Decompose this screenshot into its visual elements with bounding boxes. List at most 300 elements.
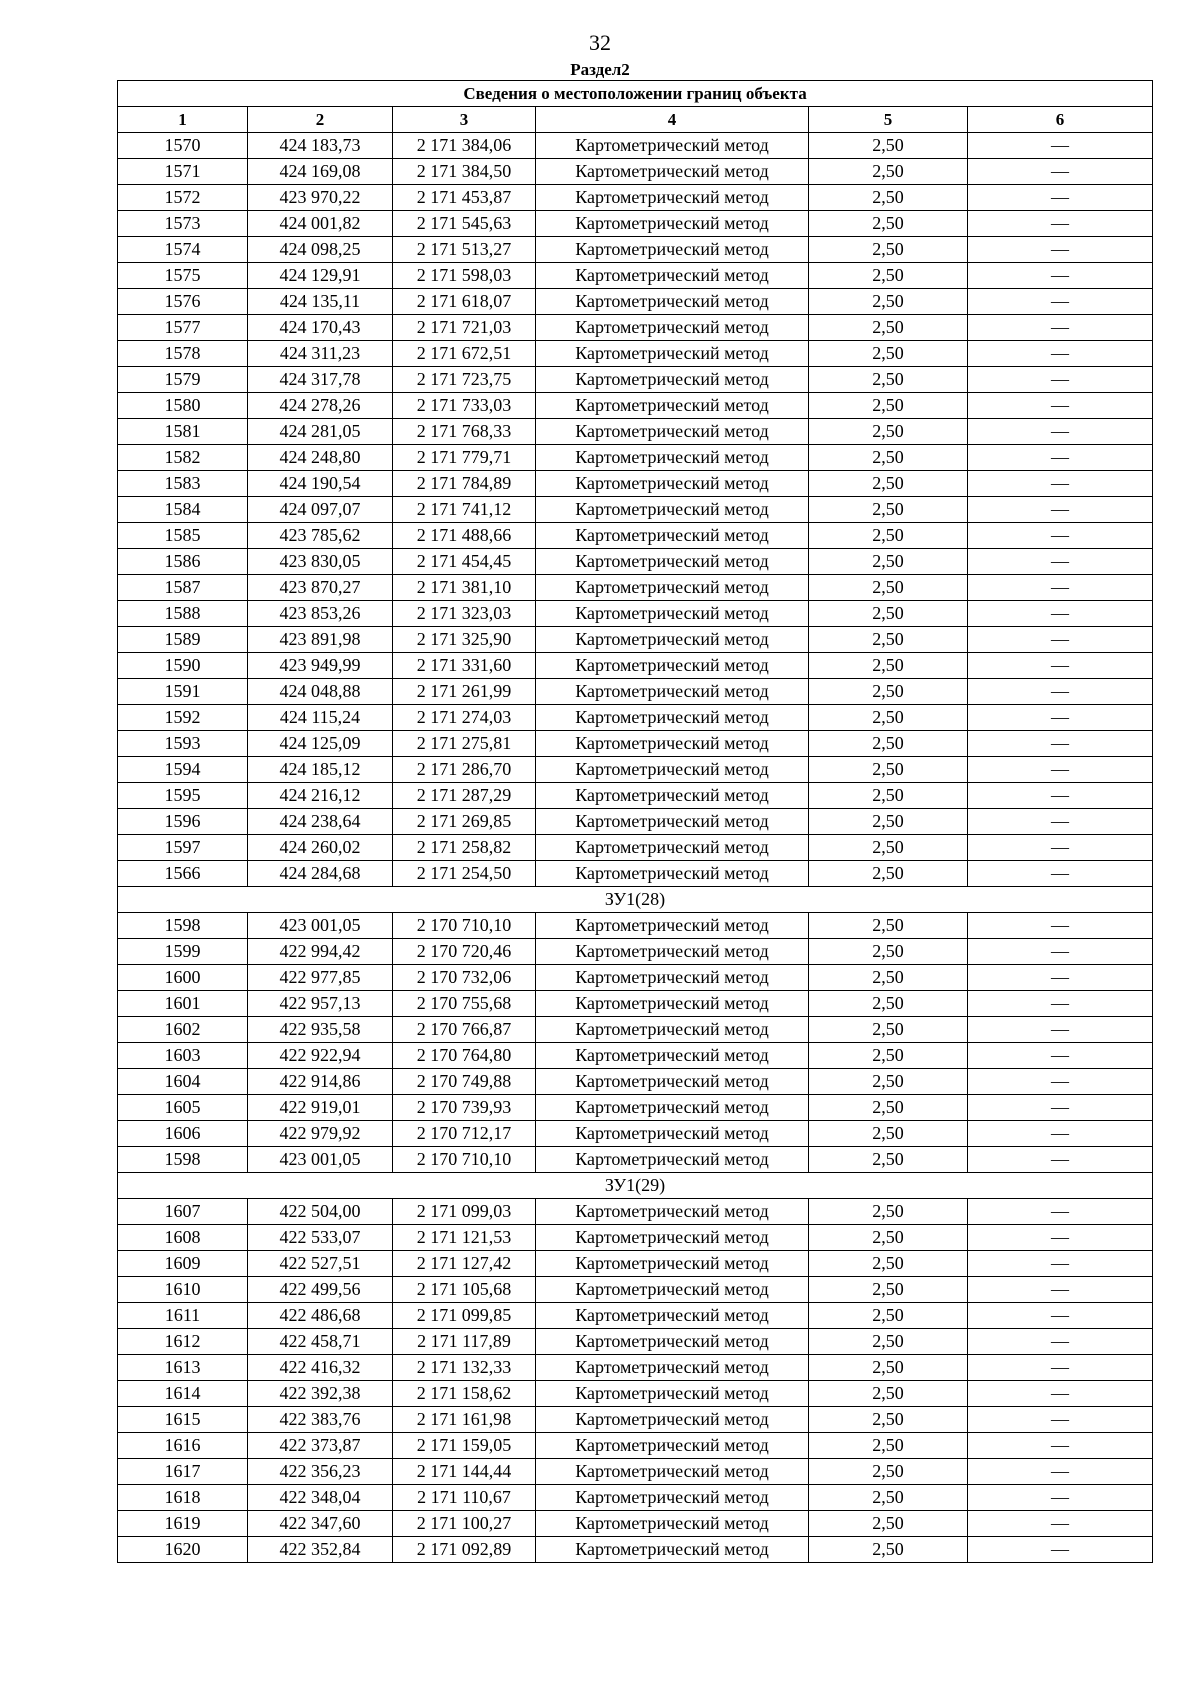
table-cell: Картометрический метод [536,1459,809,1485]
table-cell: — [968,835,1153,861]
table-cell: 2,50 [809,1147,968,1173]
table-cell: 424 260,02 [248,835,393,861]
table-cell: — [968,1147,1153,1173]
table-cell: Картометрический метод [536,263,809,289]
table-cell: 423 001,05 [248,913,393,939]
table-cell: Картометрический метод [536,861,809,887]
table-cell: 1614 [118,1381,248,1407]
table-cell: 2,50 [809,731,968,757]
table-cell: — [968,1017,1153,1043]
table-cell: 2 171 099,85 [393,1303,536,1329]
group-label: ЗУ1(28) [118,887,1153,913]
table-cell: — [968,653,1153,679]
table-cell: 423 853,26 [248,601,393,627]
table-cell: 2 171 269,85 [393,809,536,835]
table-row [118,419,1153,445]
table-cell: 424 185,12 [248,757,393,783]
table-cell: 2,50 [809,835,968,861]
table-cell: 1600 [118,965,248,991]
table-cell: 2 171 384,06 [393,133,536,159]
table-cell: 2 170 739,93 [393,1095,536,1121]
table-cell: — [968,1043,1153,1069]
table-cell: 2 170 710,10 [393,913,536,939]
table-cell: 2,50 [809,1381,968,1407]
table-row [118,341,1153,367]
table-cell: 2 171 132,33 [393,1355,536,1381]
table-cell: 2 171 381,10 [393,575,536,601]
table-cell: Картометрический метод [536,393,809,419]
table-cell: 1598 [118,913,248,939]
table-cell: 1617 [118,1459,248,1485]
table-cell: 2,50 [809,289,968,315]
table-cell: — [968,367,1153,393]
table-cell: 1588 [118,601,248,627]
table-cell: 2,50 [809,757,968,783]
table-cell: — [968,523,1153,549]
table-cell: 424 135,11 [248,289,393,315]
table-cell: 2,50 [809,523,968,549]
table-cell: 2,50 [809,393,968,419]
table-cell: 424 170,43 [248,315,393,341]
table-cell: — [968,1303,1153,1329]
table-cell: 422 935,58 [248,1017,393,1043]
table-cell: Картометрический метод [536,1069,809,1095]
column-number: 3 [393,107,536,133]
table-cell: 2 171 733,03 [393,393,536,419]
table-cell: 2 171 454,45 [393,549,536,575]
table-cell: 2,50 [809,1095,968,1121]
table-row [118,289,1153,315]
table-cell: 422 348,04 [248,1485,393,1511]
table-cell: — [968,185,1153,211]
table-cell: 1604 [118,1069,248,1095]
table-cell: — [968,783,1153,809]
table-cell: 2 171 161,98 [393,1407,536,1433]
table-cell: — [968,601,1153,627]
table-cell: 422 957,13 [248,991,393,1017]
table-cell: 423 001,05 [248,1147,393,1173]
table-row [118,1381,1153,1407]
table-cell: 2 171 105,68 [393,1277,536,1303]
table-row [118,835,1153,861]
table-cell: 2,50 [809,315,968,341]
table-cell: 1620 [118,1537,248,1563]
table-cell: Картометрический метод [536,679,809,705]
table-cell: 423 785,62 [248,523,393,549]
table-cell: — [968,679,1153,705]
table-cell: 2 171 672,51 [393,341,536,367]
table-cell: 422 499,56 [248,1277,393,1303]
table-cell: 1578 [118,341,248,367]
table-cell: 2 171 158,62 [393,1381,536,1407]
table-cell: 2,50 [809,913,968,939]
table-cell: 2 171 287,29 [393,783,536,809]
table-cell: Картометрический метод [536,1043,809,1069]
table-cell: 1615 [118,1407,248,1433]
table-cell: 2 170 766,87 [393,1017,536,1043]
table-cell: Картометрический метод [536,289,809,315]
table-row [118,679,1153,705]
table-cell: 1582 [118,445,248,471]
table-cell: 422 914,86 [248,1069,393,1095]
table-cell: 2,50 [809,1199,968,1225]
group-label: ЗУ1(29) [118,1173,1153,1199]
table-cell: 2,50 [809,263,968,289]
table-cell: 424 281,05 [248,419,393,445]
table-cell: 1618 [118,1485,248,1511]
table-cell: Картометрический метод [536,237,809,263]
table-cell: 1586 [118,549,248,575]
table-cell: — [968,1225,1153,1251]
table-cell: 422 533,07 [248,1225,393,1251]
table-cell: 424 169,08 [248,159,393,185]
table-cell: 423 949,99 [248,653,393,679]
table-cell: 1581 [118,419,248,445]
table-cell: 1601 [118,991,248,1017]
column-number: 6 [968,107,1153,133]
table-cell: 2 170 732,06 [393,965,536,991]
table-cell: — [968,315,1153,341]
section-title: Раздел2 [570,60,630,79]
table-cell: 2 171 618,07 [393,289,536,315]
table-cell: 2 171 721,03 [393,315,536,341]
table-cell: 422 979,92 [248,1121,393,1147]
table-row [118,445,1153,471]
table-cell: 1589 [118,627,248,653]
table-cell: 1585 [118,523,248,549]
table-row [118,731,1153,757]
table-row [118,1433,1153,1459]
table-cell: 2,50 [809,1121,968,1147]
table-cell: 422 356,23 [248,1459,393,1485]
table-cell: 2,50 [809,341,968,367]
table-row [118,1043,1153,1069]
table-cell: 2 171 513,27 [393,237,536,263]
table-row [118,1459,1153,1485]
table-cell: 2 171 258,82 [393,835,536,861]
table-cell: 2 171 768,33 [393,419,536,445]
table-cell: Картометрический метод [536,419,809,445]
table-cell: 2,50 [809,861,968,887]
table-cell: 422 919,01 [248,1095,393,1121]
table-row [118,991,1153,1017]
table-cell: 2,50 [809,497,968,523]
table-row [118,705,1153,731]
table-cell: 2,50 [809,367,968,393]
table-row [118,757,1153,783]
column-number-row [118,107,1153,133]
table-cell: 1605 [118,1095,248,1121]
table-cell: 1603 [118,1043,248,1069]
table-cell: 2,50 [809,1303,968,1329]
table-cell: 2 170 710,10 [393,1147,536,1173]
table-cell: 2 171 099,03 [393,1199,536,1225]
table-cell: — [968,1537,1153,1563]
table-cell: 1573 [118,211,248,237]
table-cell: 2 171 784,89 [393,471,536,497]
table-cell: Картометрический метод [536,1121,809,1147]
table-cell: 423 830,05 [248,549,393,575]
group-row [118,887,1153,913]
table-cell: — [968,1251,1153,1277]
table-cell: Картометрический метод [536,471,809,497]
table-cell: — [968,1511,1153,1537]
table-cell: 1597 [118,835,248,861]
group-row [118,1173,1153,1199]
table-row [118,1121,1153,1147]
table-cell: — [968,1355,1153,1381]
table-cell: Картометрический метод [536,185,809,211]
table-cell: 2 170 720,46 [393,939,536,965]
table-cell: 2,50 [809,965,968,991]
table-cell: 1608 [118,1225,248,1251]
table-cell: 422 458,71 [248,1329,393,1355]
table-cell: 424 125,09 [248,731,393,757]
table-cell: Картометрический метод [536,1407,809,1433]
table-row [118,627,1153,653]
table-cell: — [968,471,1153,497]
table-cell: 1602 [118,1017,248,1043]
table-row [118,1147,1153,1173]
table-body [118,133,1153,1563]
table-cell: 2,50 [809,809,968,835]
table-cell: 2,50 [809,237,968,263]
table-cell: 2 171 331,60 [393,653,536,679]
table-row [118,1303,1153,1329]
table-cell: Картометрический метод [536,445,809,471]
table-cell: 422 994,42 [248,939,393,965]
table-cell: 1583 [118,471,248,497]
table-cell: Картометрический метод [536,1381,809,1407]
table-cell: — [968,1433,1153,1459]
table-cell: Картометрический метод [536,1017,809,1043]
table-cell: Картометрический метод [536,1277,809,1303]
page-number: 32 [589,30,611,55]
table-cell: 2 171 323,03 [393,601,536,627]
table-cell: 422 486,68 [248,1303,393,1329]
table-cell: 2,50 [809,939,968,965]
table-cell: Картометрический метод [536,601,809,627]
table-cell: 2,50 [809,1433,968,1459]
table-cell: 1566 [118,861,248,887]
table-cell: — [968,913,1153,939]
table-cell: 2 171 286,70 [393,757,536,783]
table-row [118,159,1153,185]
table-cell: 1570 [118,133,248,159]
table-cell: 2 171 100,27 [393,1511,536,1537]
table-cell: 2 170 755,68 [393,991,536,1017]
table-cell: Картометрический метод [536,705,809,731]
table-cell: 2,50 [809,185,968,211]
table-cell: — [968,1199,1153,1225]
table-cell: 2,50 [809,159,968,185]
table-row [118,133,1153,159]
table-cell: 1609 [118,1251,248,1277]
table-cell: 2 171 275,81 [393,731,536,757]
table-cell: 424 183,73 [248,133,393,159]
table-cell: Картометрический метод [536,497,809,523]
table-row [118,1069,1153,1095]
table-cell: 2,50 [809,1329,968,1355]
table-cell: Картометрический метод [536,575,809,601]
table-cell: Картометрический метод [536,731,809,757]
table-cell: Картометрический метод [536,1199,809,1225]
table-cell: 2 171 121,53 [393,1225,536,1251]
table-cell: — [968,705,1153,731]
table-cell: — [968,1329,1153,1355]
table-cell: 2,50 [809,991,968,1017]
table-cell: 2,50 [809,1537,968,1563]
table-cell: 1579 [118,367,248,393]
table-cell: 1607 [118,1199,248,1225]
table-cell: 2,50 [809,471,968,497]
table-cell: 424 317,78 [248,367,393,393]
table-cell: Картометрический метод [536,653,809,679]
table-cell: 2 171 453,87 [393,185,536,211]
table-row [118,1277,1153,1303]
table-cell: Картометрический метод [536,809,809,835]
table-cell: 422 977,85 [248,965,393,991]
table-row [118,367,1153,393]
table-cell: Картометрический метод [536,159,809,185]
table-cell: — [968,497,1153,523]
table-cell: 1606 [118,1121,248,1147]
table-cell: 2 171 127,42 [393,1251,536,1277]
table-row [118,1251,1153,1277]
table-cell: 1592 [118,705,248,731]
table-row [118,1329,1153,1355]
table-cell: 1619 [118,1511,248,1537]
column-number: 5 [809,107,968,133]
table-cell: Картометрический метод [536,1095,809,1121]
table-cell: 424 216,12 [248,783,393,809]
table-row [118,653,1153,679]
table-cell: Картометрический метод [536,1329,809,1355]
table-row [118,185,1153,211]
table-cell: 2 171 723,75 [393,367,536,393]
table-cell: 424 278,26 [248,393,393,419]
table-cell: — [968,419,1153,445]
table-cell: 2 170 712,17 [393,1121,536,1147]
table-cell: — [968,627,1153,653]
table-cell: — [968,575,1153,601]
table-cell: 2,50 [809,627,968,653]
table-cell: 422 527,51 [248,1251,393,1277]
table-cell: 424 048,88 [248,679,393,705]
table-row [118,237,1153,263]
table-cell: 1594 [118,757,248,783]
table-cell: 2,50 [809,445,968,471]
table-cell: 1580 [118,393,248,419]
table-cell: Картометрический метод [536,965,809,991]
table-row [118,939,1153,965]
table-cell: Картометрический метод [536,1511,809,1537]
table-cell: Картометрический метод [536,627,809,653]
table-cell: 2,50 [809,419,968,445]
table-row [118,913,1153,939]
table-cell: 1596 [118,809,248,835]
table-caption: Сведения о местоположении границ объекта [118,81,1153,107]
column-number: 2 [248,107,393,133]
table-row [118,315,1153,341]
table-cell: — [968,289,1153,315]
table-row [118,809,1153,835]
table-cell: Картометрический метод [536,315,809,341]
table-cell: 2 171 144,44 [393,1459,536,1485]
table-row [118,497,1153,523]
table-cell: 424 248,80 [248,445,393,471]
table-cell: 1599 [118,939,248,965]
table-cell: 1611 [118,1303,248,1329]
table-cell: 2 171 117,89 [393,1329,536,1355]
table-row [118,211,1153,237]
table-cell: 422 347,60 [248,1511,393,1537]
table-caption-row [118,81,1153,107]
table-cell: — [968,965,1153,991]
table-cell: Картометрический метод [536,367,809,393]
table-cell: 424 001,82 [248,211,393,237]
table-cell: Картометрический метод [536,549,809,575]
table-cell: 2,50 [809,1069,968,1095]
table-cell: Картометрический метод [536,1303,809,1329]
table-cell: 2,50 [809,211,968,237]
table-cell: — [968,757,1153,783]
table-row [118,783,1153,809]
table-cell: Картометрический метод [536,783,809,809]
table-cell: 2 170 764,80 [393,1043,536,1069]
table-cell: 1576 [118,289,248,315]
table-cell: Картометрический метод [536,939,809,965]
table-cell: — [968,133,1153,159]
table-cell: 2 171 488,66 [393,523,536,549]
table-cell: — [968,1095,1153,1121]
table-cell: 424 115,24 [248,705,393,731]
table-row [118,549,1153,575]
table-cell: 2 170 749,88 [393,1069,536,1095]
table-cell: — [968,263,1153,289]
table-cell: 1577 [118,315,248,341]
table-cell: 422 416,32 [248,1355,393,1381]
table-cell: 1612 [118,1329,248,1355]
table-row [118,861,1153,887]
column-number: 4 [536,107,809,133]
table-cell: Картометрический метод [536,913,809,939]
table-cell: 2,50 [809,1277,968,1303]
table-cell: 2,50 [809,1043,968,1069]
table-cell: 423 970,22 [248,185,393,211]
table-cell: Картометрический метод [536,991,809,1017]
table-cell: 424 284,68 [248,861,393,887]
table-cell: Картометрический метод [536,1433,809,1459]
table-cell: 1598 [118,1147,248,1173]
table-cell: — [968,731,1153,757]
table-row [118,601,1153,627]
table-cell: — [968,1121,1153,1147]
table-cell: 1575 [118,263,248,289]
table-cell: Картометрический метод [536,1225,809,1251]
table-cell: 1571 [118,159,248,185]
table-cell: — [968,1407,1153,1433]
table-cell: 423 870,27 [248,575,393,601]
table-cell: 2,50 [809,1459,968,1485]
table-cell: 424 097,07 [248,497,393,523]
table-cell: — [968,939,1153,965]
table-cell: 2 171 384,50 [393,159,536,185]
table-cell: 2,50 [809,575,968,601]
table-cell: 422 504,00 [248,1199,393,1225]
table-cell: 2,50 [809,601,968,627]
table-cell: 2,50 [809,1511,968,1537]
